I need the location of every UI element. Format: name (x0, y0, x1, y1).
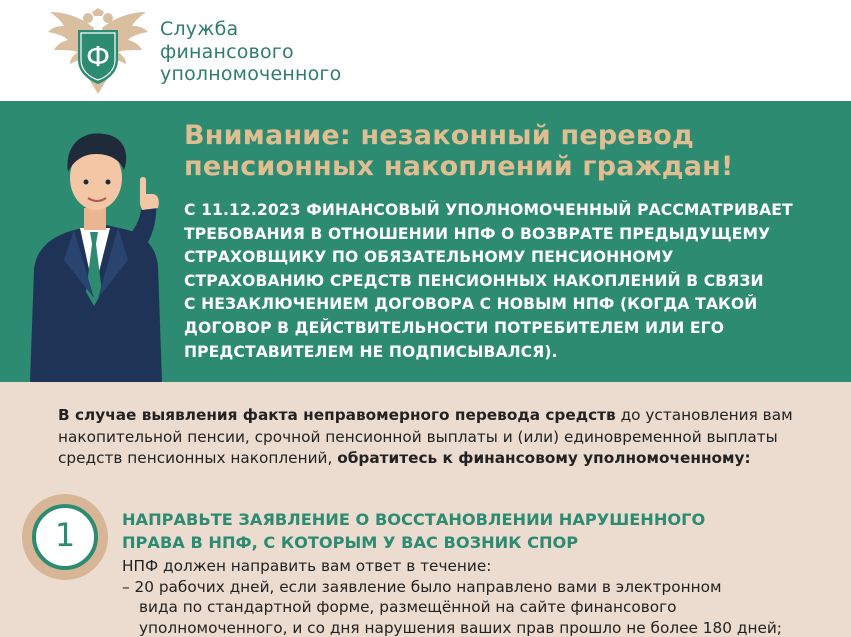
org-name-line-2: финансового (160, 40, 294, 63)
step-title-line-2: ПРАВА В НПФ, С КОТОРЫМ У ВАС ВОЗНИК СПОР (122, 533, 579, 552)
org-name (160, 18, 341, 86)
intro-line-2: накопительной пенсии, срочной пенсионной выплаты и (или) единовременной выплаты (58, 427, 778, 446)
intro-line-1 (58, 405, 838, 427)
intro-line-3-bold: обратитесь к финансовому уполномоченному: (337, 449, 751, 467)
logo-letter: Ф (85, 40, 111, 73)
notice-line-3: СТРАХОВЩИКУ ПО ОБЯЗАТЕЛЬНОМУ ПЕНСИОННОМУ (184, 248, 674, 267)
header (0, 0, 851, 101)
step-body-line-3: вида по стандартной форме, размещённой на сайте финансового (139, 598, 677, 616)
headline-line-2: пенсионных накоплений граждан! (184, 151, 734, 182)
pointing-man-illustration-icon (24, 120, 174, 382)
notice-line-7: ПРЕДСТАВИТЕЛЕМ НЕ ПОДПИСЫВАЛСЯ). (184, 342, 558, 361)
notice-line-5: С НЕЗАКЛЮЧЕНИЕМ ДОГОВОРА С НОВЫМ НПФ (КОГДА ТАКОЙ (184, 295, 758, 314)
headline-line-1: Внимание: незаконный перевод (184, 120, 694, 151)
step-title-line-1: НАПРАВЬТЕ ЗАЯВЛЕНИЕ О ВОССТАНОВЛЕНИИ НАРУШЕННОГО (122, 510, 706, 529)
step-number: 1 (54, 516, 76, 554)
intro-line-1-rest: до установления вам (615, 406, 793, 424)
eagle-logo-icon (48, 8, 148, 94)
notice-line-4: СТРАХОВАНИЮ СРЕДСТВ ПЕНСИОННЫХ НАКОПЛЕНИЙ В СВЯЗИ (184, 271, 764, 290)
intro-line-1-bold: В случае выявления факта неправомерного перевода средств (58, 406, 616, 424)
notice-line-6: ДОГОВОР В ДЕЙСТВИТЕЛЬНОСТИ ПОТРЕБИТЕЛЕМ ИЛИ ЕГО (184, 318, 725, 337)
intro-line-3 (58, 448, 838, 470)
banner-notice (184, 199, 834, 364)
step-body-line-4: уполномоченного, и со дня нарушения ваших прав прошло не более 180 дней; (139, 618, 782, 637)
org-name-line-1: Служба (160, 18, 239, 40)
step-body-line-1: НПФ должен направить вам ответ в течение: (122, 557, 492, 575)
step-title (122, 508, 842, 554)
notice-line-2: ТРЕБОВАНИЯ В ОТНОШЕНИИ НПФ О ВОЗВРАТЕ ПРЕДЫДУЩЕМУ (184, 224, 771, 243)
org-name-line-3: уполномоченного (160, 63, 342, 85)
step-body-line-2: – 20 рабочих дней, если заявление было направлено вами в электронном (122, 577, 722, 596)
notice-line-1: С 11.12.2023 ФИНАНСОВЫЙ УПОЛНОМОЧЕННЫЙ РАССМАТРИВАЕТ (184, 201, 793, 219)
intro-paragraph (58, 405, 838, 470)
step-body (122, 556, 842, 637)
intro-line-3-rest: средств пенсионных накоплений, (58, 449, 338, 467)
banner-headline (184, 120, 824, 182)
